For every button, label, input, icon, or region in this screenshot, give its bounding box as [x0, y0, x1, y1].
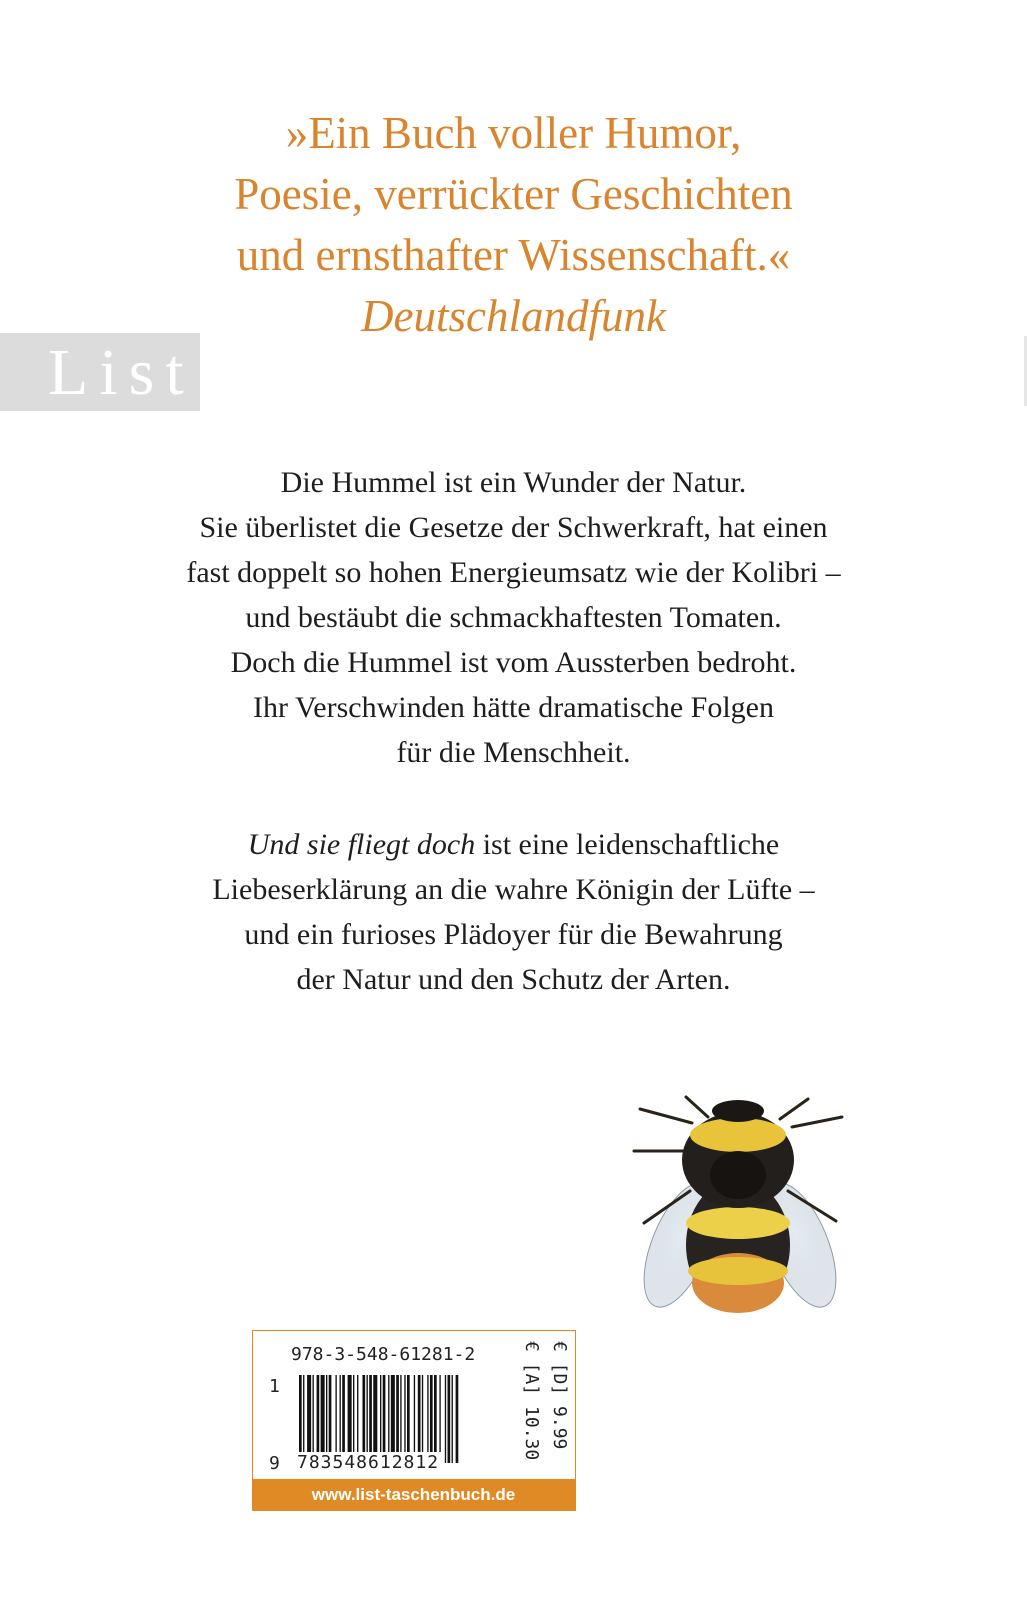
blurb-paragraph-2	[0, 822, 1027, 1002]
barcode-bar	[369, 1375, 372, 1463]
blurb-line: Ihr Verschwinden hätte dramatische Folgen	[253, 691, 774, 724]
barcode-bar	[348, 1375, 352, 1463]
barcode-bar	[456, 1375, 459, 1463]
blurb-paragraph-1	[0, 460, 1027, 775]
barcode-bar	[353, 1375, 354, 1463]
barcode-bar	[445, 1375, 446, 1463]
quote-line-2: Poesie, verrückter Geschichten	[234, 169, 793, 219]
blurb-line: Sie überlistet die Gesetze der Schwerkraft, hat einen	[199, 511, 828, 544]
barcode-bar	[303, 1375, 304, 1463]
blurb-line: und ein furioses Plädoyer für die Bewahrung	[244, 918, 783, 951]
barcode-bar	[335, 1375, 336, 1463]
barcode-bar	[383, 1375, 386, 1463]
blurb-line	[0, 822, 1027, 867]
barcode-bar	[362, 1375, 365, 1463]
barcode-bar	[380, 1375, 381, 1463]
barcode-bar	[367, 1375, 368, 1463]
barcode-guard-top: 1	[269, 1376, 280, 1397]
book-title: Und sie fliegt doch	[247, 828, 476, 861]
review-quote	[0, 103, 1027, 347]
quote-line-1: »Ein Buch voller Humor,	[285, 108, 742, 158]
isbn-text: 978-3-548-61281-2	[291, 1344, 476, 1365]
publisher-logo-text: List	[48, 336, 195, 409]
barcode-bar	[434, 1375, 437, 1463]
barcode-bar	[388, 1375, 389, 1463]
blurb-line: Die Hummel ist ein Wunder der Natur.	[280, 466, 747, 499]
blurb-line: der Natur und den Schutz der Arten.	[296, 963, 731, 996]
barcode-bar	[391, 1375, 395, 1463]
barcode-bar	[299, 1375, 302, 1463]
barcode-bar	[427, 1375, 428, 1463]
barcode-bar	[404, 1375, 405, 1463]
barcode-bar	[400, 1375, 401, 1463]
barcode-bar	[430, 1375, 433, 1463]
barcode-bar	[418, 1375, 421, 1463]
quote-source: Deutschlandfunk	[361, 291, 666, 341]
barcode-bar	[422, 1375, 423, 1463]
price-germany: € [D] 9.99	[549, 1341, 570, 1450]
barcode-bar	[452, 1375, 453, 1463]
barcode-bar	[307, 1375, 311, 1463]
barcode-guard-bottom: 9	[269, 1453, 280, 1474]
barcode-bar	[342, 1375, 345, 1463]
barcode-bar	[321, 1375, 325, 1463]
blurb-line: Liebeserklärung an die wahre Königin der Lüfte –	[212, 873, 815, 906]
blurb-line-rest: ist eine leidenschaftliche	[475, 828, 780, 861]
barcode-bar	[313, 1375, 314, 1463]
publisher-logo	[0, 333, 200, 411]
blurb-line: für die Menschheit.	[396, 736, 631, 769]
barcode-digits: 783548612812	[297, 1452, 440, 1473]
barcode-bar	[373, 1375, 377, 1463]
barcode-bar	[439, 1375, 440, 1463]
barcode-bar	[357, 1375, 358, 1463]
blurb-line: fast doppelt so hohen Energieumsatz wie der Kolibri –	[186, 556, 841, 589]
barcode-bar	[448, 1375, 451, 1463]
bumblebee-icon	[630, 1095, 850, 1325]
barcode-bar	[317, 1375, 320, 1463]
barcode-bar	[340, 1375, 341, 1463]
barcode-bar	[326, 1375, 327, 1463]
barcode-bar	[396, 1375, 399, 1463]
barcode-box	[252, 1330, 576, 1510]
publisher-url: www.list-taschenbuch.de	[252, 1479, 576, 1511]
blurb-line: und bestäubt die schmackhaftesten Tomaten.	[245, 601, 782, 634]
barcode-bar	[407, 1375, 410, 1463]
blurb-line: Doch die Hummel ist vom Aussterben bedroht.	[230, 646, 797, 679]
barcode-bar	[329, 1375, 332, 1463]
price-austria: € [A] 10.30	[521, 1341, 542, 1461]
quote-line-3: und ernsthafter Wissenschaft.«	[236, 230, 791, 280]
barcode-bar	[414, 1375, 415, 1463]
